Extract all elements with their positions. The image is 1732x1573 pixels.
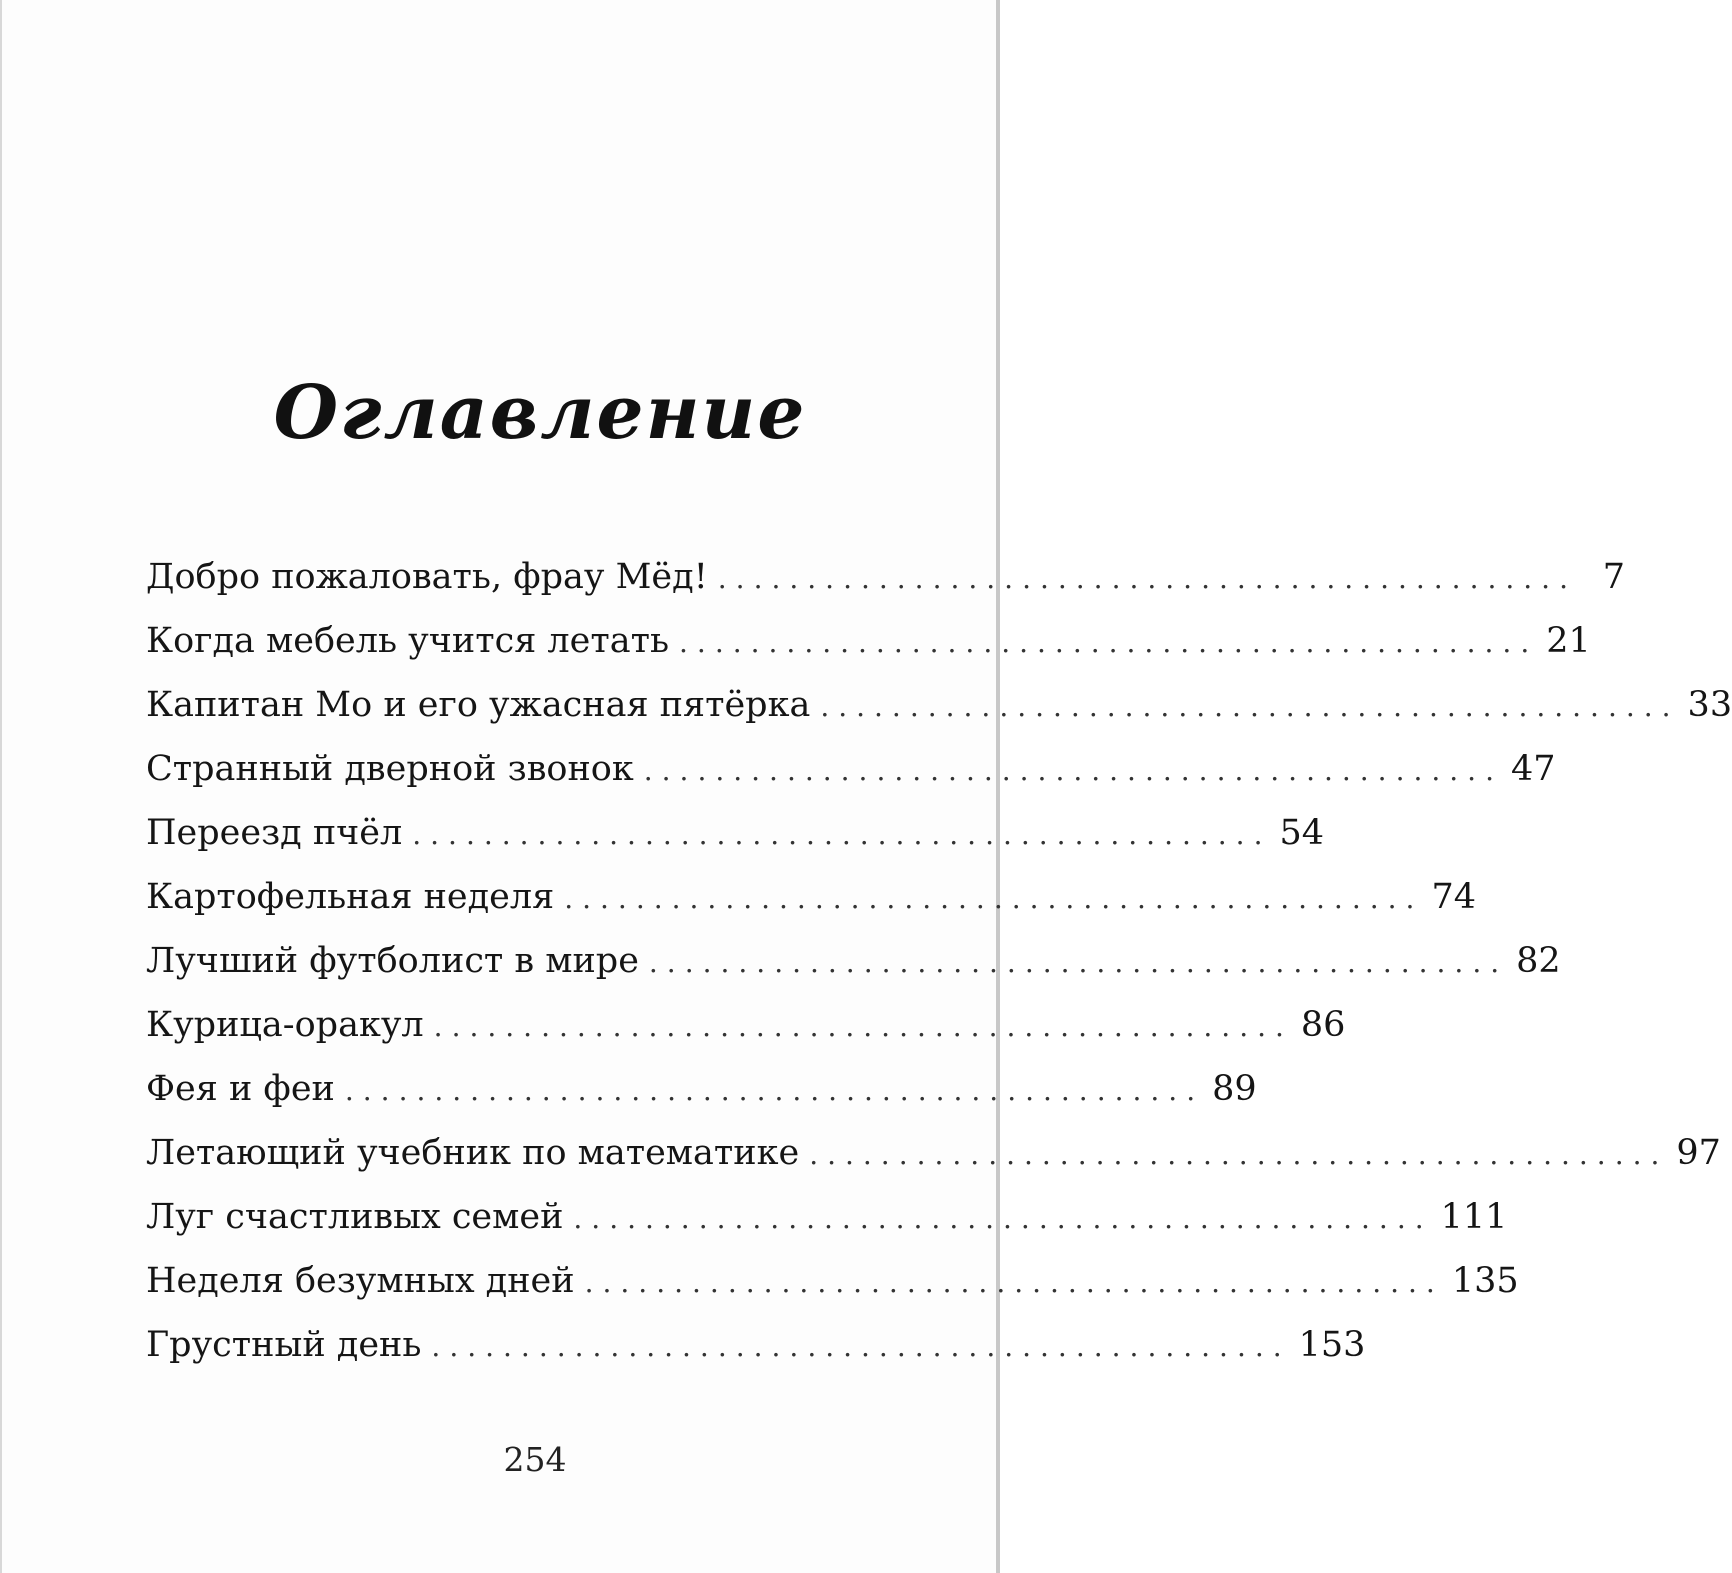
toc-entry-title: Картофельная неделя — [146, 877, 555, 917]
toc-entry[interactable] — [146, 673, 1732, 737]
toc-entry-title: Грустный день — [146, 1325, 422, 1365]
toc-entry[interactable] — [146, 609, 1591, 673]
toc-entry-page: 33 — [1687, 685, 1732, 725]
toc-entry-page: 74 — [1431, 877, 1476, 917]
page-left-edge — [0, 0, 2, 1573]
toc-entry-page: 135 — [1451, 1261, 1519, 1301]
toc-entry[interactable] — [146, 801, 1325, 865]
toc-entry-title: Переезд пчёл — [146, 813, 403, 853]
toc-entry-title: Курица-оракул — [146, 1005, 424, 1045]
page-number: 254 — [503, 1440, 567, 1479]
toc-dot-leader: ................................................ — [344, 1074, 1205, 1107]
toc-entry[interactable] — [146, 737, 1556, 801]
toc-entry-page: 111 — [1440, 1197, 1508, 1237]
toc-entry-title: Летающий учебник по математике — [146, 1133, 800, 1173]
toc-entry[interactable] — [146, 865, 1476, 929]
toc-entry[interactable] — [146, 929, 1561, 993]
toc-entry-title: Когда мебель учится летать — [146, 621, 670, 661]
toc-entry-title: Добро пожаловать, фрау Мёд! — [146, 557, 708, 597]
toc-entry[interactable] — [146, 1185, 1508, 1249]
toc-entry-title: Луг счастливых семей — [146, 1197, 564, 1237]
toc-dot-leader: ................................................ — [809, 1138, 1669, 1171]
toc-entry-title: Фея и феи — [146, 1069, 335, 1109]
toc-entry-page: 54 — [1279, 813, 1325, 853]
toc-entry-page: 153 — [1298, 1325, 1366, 1365]
toc-dot-leader: ................................................ — [412, 818, 1272, 851]
table-of-contents — [146, 545, 1732, 1377]
toc-entry-page: 7 — [1602, 557, 1625, 597]
toc-entry-title: Неделя безумных дней — [146, 1261, 575, 1301]
toc-entry-page: 21 — [1546, 621, 1591, 661]
toc-dot-leader: ................................................ — [643, 754, 1503, 787]
toc-entry-title: Капитан Мо и его ужасная пятёрка — [146, 685, 811, 725]
toc-entry[interactable] — [146, 545, 1625, 609]
toc-entry[interactable] — [146, 1121, 1721, 1185]
toc-entry-page: 89 — [1212, 1069, 1257, 1109]
toc-entry-page: 97 — [1676, 1133, 1721, 1173]
toc-dot-leader: ................................................ — [431, 1330, 1291, 1363]
toc-dot-leader: ................................................ — [717, 562, 1577, 595]
toc-entry-title: Странный дверной звонок — [146, 749, 634, 789]
toc-entry[interactable] — [146, 993, 1346, 1057]
toc-entry[interactable] — [146, 1313, 1366, 1377]
toc-dot-leader: ................................................ — [820, 690, 1680, 723]
toc-dot-leader: ................................................ — [648, 946, 1509, 979]
toc-dot-leader: ................................................ — [433, 1010, 1293, 1043]
toc-entry[interactable] — [146, 1057, 1257, 1121]
toc-dot-leader: ................................................ — [573, 1202, 1433, 1235]
toc-dot-leader: ................................................ — [679, 626, 1539, 659]
toc-dot-leader: ................................................ — [564, 882, 1424, 915]
toc-entry-title: Лучший футболист в мире — [146, 941, 639, 981]
toc-entry-page: 86 — [1300, 1005, 1346, 1045]
toc-entry-page: 47 — [1510, 749, 1556, 789]
toc-dot-leader: ................................................ — [584, 1266, 1444, 1299]
toc-entry[interactable] — [146, 1249, 1519, 1313]
page-title: Оглавление — [273, 370, 807, 456]
toc-entry-page: 82 — [1516, 941, 1561, 981]
